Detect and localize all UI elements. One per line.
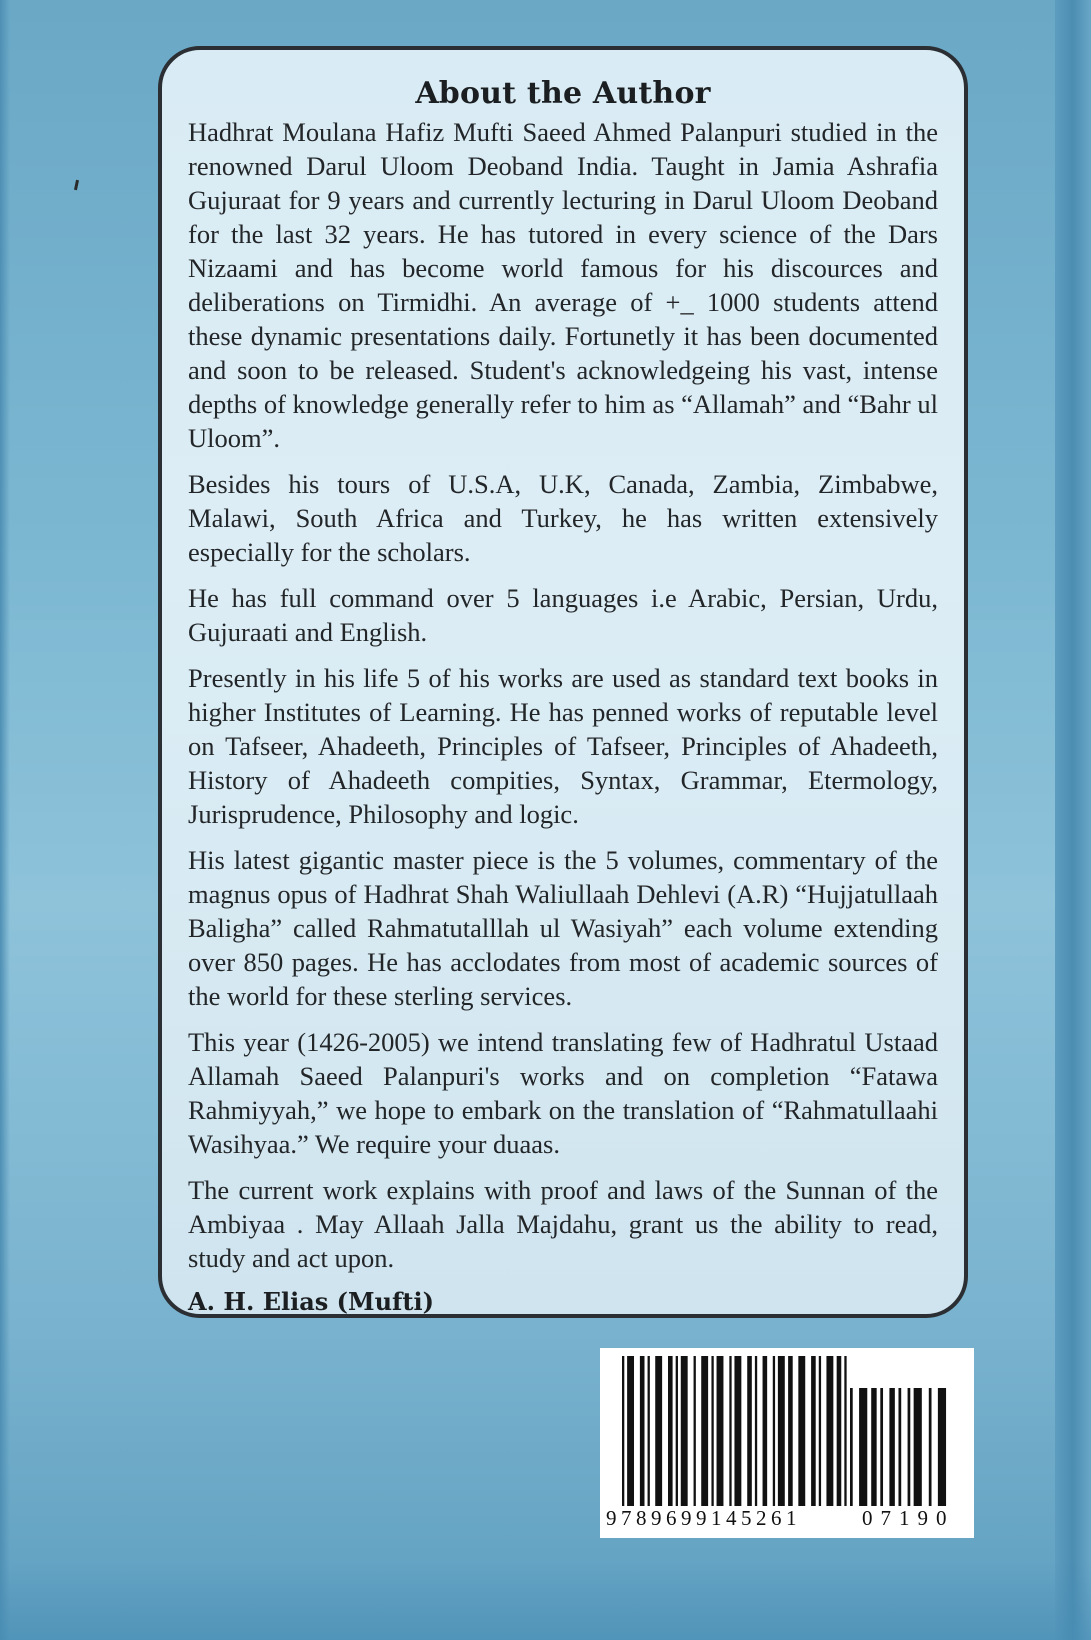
- barcode-bar: [914, 1388, 922, 1506]
- barcode-addon-bars: [850, 1388, 950, 1506]
- paragraph-3: He has full command over 5 languages i.e Arabic, Persian, Urdu, Gujuraati and English.: [188, 583, 938, 647]
- barcode-bar: [640, 1356, 645, 1506]
- author-panel: [158, 46, 968, 1318]
- barcode-bar: [627, 1356, 634, 1506]
- barcode-bar: [850, 1388, 853, 1506]
- paragraph-2: Besides his tours of U.S.A, U.K, Canada, Zambia, Zimbabwe, Malawi, South Africa and Turkey, he has written extensively especially for the scholars.: [188, 469, 938, 567]
- isbn-digits: 9789699145261: [606, 1506, 801, 1530]
- barcode-bar: [655, 1356, 662, 1506]
- paragraph-5: His latest gigantic master piece is the 5 volumes, commentary of the magnus opus of Hadhrat Shah Waliullaah Dehlevi (A.R) “Hujjatullaah Baligha” called Rahmatutalllah ul Wasiyah” each volume extending over 850 pages. He has acclodates from most of academic sources of the world for these sterling services.: [188, 845, 938, 1011]
- barcode-bar: [826, 1356, 833, 1506]
- barcode-bar: [778, 1356, 785, 1506]
- panel-title: About the Author: [415, 76, 711, 111]
- paragraph-7: The current work explains with proof and laws of the Sunnan of the Ambiyaa . May Allaah Jalla Majdahu, grant us the ability to read, study and act upon.: [188, 1175, 938, 1273]
- barcode-bar: [648, 1356, 650, 1506]
- barcode-bar: [908, 1388, 911, 1506]
- barcode-bar: [871, 1388, 876, 1506]
- barcode-bar: [763, 1356, 768, 1506]
- barcode-bar: [844, 1356, 846, 1506]
- paragraph-6: This year (1426-2005) we intend translating few of Hadhratul Ustaad Allamah Saeed Palanpuri's works and on completion “Fatawa Rahmiyyah,” we hope to embark on the translation of “Rahmatullaahi Wasihyaa.” We require your duaas.: [188, 1027, 938, 1159]
- paragraph-1: Hadhrat Moulana Hafiz Mufti Saeed Ahmed Palanpuri studied in the renowned Darul Uloom Deoband India. Taught in Jamia Ashrafia Gujuraat for 9 years and currently lecturing in Darul Uloom Deoband for the last 32 years. He has tutored in every science of the Dars Nizaami and has become world famous for his discources and deliberations on Tirmidhi. An average of +_ 1000 students attend these dynamic presentations daily. Fortunetly it has been documented and soon to be released. Student's acknowledgeing his vast, intense depths of knowledge generally refer to him as “Allamah” and “Bahr ul Uloom”.: [188, 117, 938, 453]
- barcode-bar: [755, 1356, 757, 1506]
- barcode-bar: [773, 1356, 775, 1506]
- barcode-bar: [837, 1356, 842, 1506]
- barcode-bar: [811, 1356, 816, 1506]
- barcode-bar: [711, 1356, 713, 1506]
- book-spine-edge: [1055, 0, 1091, 1640]
- barcode-bar: [676, 1356, 678, 1506]
- barcode-bar: [819, 1356, 821, 1506]
- barcode-bar: [747, 1356, 752, 1506]
- paragraph-4: Presently in his life 5 of his works are used as standard text books in higher Institutes of Learning. He has penned works of reputable level on Tafseer, Ahadeeth, Principles of Tafseer, Principles of Ahadeeth, History of Ahadeeth compities, Syntax, Grammar, Etermology, Jurisprudence, Philosophy and logic.: [188, 663, 938, 829]
- barcode-bar: [694, 1356, 696, 1506]
- barcode-bar: [734, 1356, 741, 1506]
- barcode-bar: [938, 1388, 946, 1506]
- barcode-bar: [788, 1356, 793, 1506]
- cover-left-edge: [0, 0, 10, 1640]
- barcode-bar: [717, 1356, 724, 1506]
- barcode-bar: [859, 1388, 867, 1506]
- barcode-bar: [681, 1356, 688, 1506]
- barcode-bar: [880, 1388, 883, 1506]
- barcode-bar: [898, 1388, 901, 1506]
- signature: A. H. Elias (Mufti): [188, 1287, 434, 1316]
- barcode-bar: [889, 1388, 894, 1506]
- addon-digits: 07190: [862, 1506, 955, 1530]
- isbn-barcode: [600, 1348, 974, 1538]
- barcode-bar: [729, 1356, 731, 1506]
- barcode-bar: [798, 1356, 805, 1506]
- barcode-bar: [701, 1356, 708, 1506]
- barcode-bars: [622, 1356, 852, 1506]
- barcode-bar: [929, 1388, 932, 1506]
- cover-bottom-shade: [0, 1560, 1091, 1640]
- print-mark: [74, 180, 79, 190]
- barcode-bar: [668, 1356, 673, 1506]
- barcode-bar: [622, 1356, 624, 1506]
